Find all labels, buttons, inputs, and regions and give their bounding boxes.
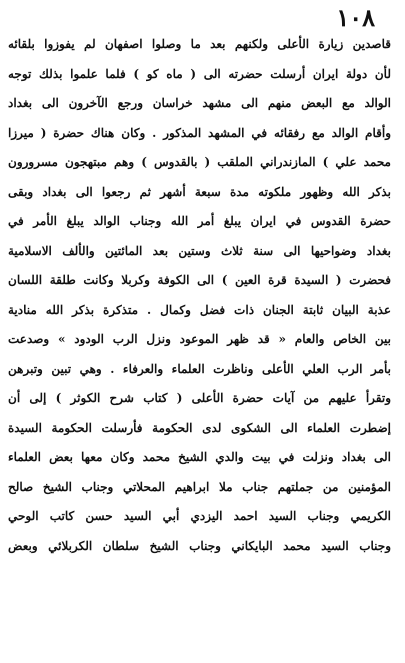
text-line: وجناب السيد محمد البايكاني وجناب الشيخ سلطان الكربلائي وبعض bbox=[8, 538, 391, 553]
text-line: حضرة القدوس في ايران يبلغ أمر الله وجناب الوالد يبلغ الأمر في bbox=[8, 214, 391, 228]
text-line: وأقام الوالد مع رفقائه في المشهد المذكور . وكان هناك حضرة ( ميرزا bbox=[8, 125, 391, 140]
text-line: الوالد مع البعض منهم الى مشهد خراسان ورجع الآخرون الى بغداد bbox=[8, 96, 391, 110]
text-line: الكريمي وجناب السيد احمد اليزدي أبي السيد حسن كاتب الوحي bbox=[8, 509, 391, 523]
text-line: بين الخاص والعام « قد ظهر الموعود ونزل الرب الودود » وصدعت bbox=[8, 332, 391, 346]
text-line: عذبة البيان ثابتة الجنان ذات فضل وكمال . متذكرة بذكر الله منادية bbox=[8, 302, 391, 317]
text-line: بغداد وضواحيها الى سنة ثلاث وستين بعد المائتين والألف الاسلامية bbox=[8, 243, 391, 258]
text-line: فحضرت ( السيدة قرة العين ) الى الكوفة وكربلا وكانت طلقة اللسان bbox=[8, 273, 391, 287]
text-line: بذكر الله وظهور ملكوته مدة سبعة أشهر ثم رجعوا الى بغداد وبقى bbox=[8, 184, 391, 199]
text-line: محمد علي ) المازندراني الملقب ( بالقدوس ) وهم مبتهجون مسرورون bbox=[8, 155, 391, 169]
text-line: المؤمنين من جملتهم جناب ملا ابراهيم المحلاتي وجناب الشيخ صالح bbox=[8, 479, 391, 494]
text-line: بأمر الرب العلي الأعلى وناظرت العلماء والعرفاء . وهي تبين وتبرهن bbox=[8, 361, 391, 376]
text-line: الى بغداد ونزلت في بيت والدي الشيخ محمد وكان معها بعض العلماء bbox=[8, 450, 391, 464]
text-line: إضطرت العلماء الى الشكوى لدى الحكومة فأرسلت الحكومة السيدة bbox=[8, 420, 391, 435]
page-number: ١٠٨ bbox=[336, 3, 375, 32]
text-line: قاصدين زيارة الأعلى ولكنهم بعد ما وصلوا اصفهان لم يفوزوا بلقائه bbox=[8, 37, 391, 51]
body-text bbox=[8, 30, 391, 561]
text-line: لأن دولة ايران أرسلت حضرته الى ( ماه كو ) فلما علموا بذلك توجه bbox=[8, 66, 391, 81]
text-line: وتقرأ عليهم من آيات حضرة الأعلى ( كتاب شرح الكوثر ) إلى أن bbox=[8, 391, 391, 405]
